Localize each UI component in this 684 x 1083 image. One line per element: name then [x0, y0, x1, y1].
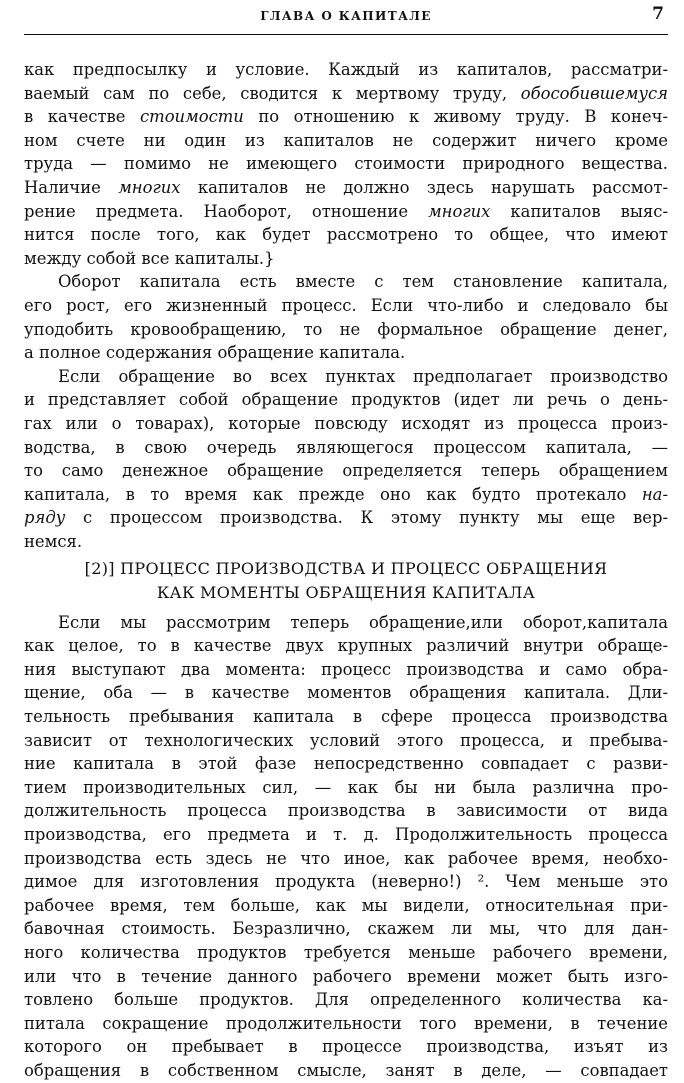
italic-word: многих — [428, 201, 491, 221]
page-number: 7 — [652, 4, 664, 24]
text-line: немся. — [24, 531, 83, 551]
text-line: бавочная стоимость. Безразлично, скажем ли мы, что для дан- — [24, 919, 668, 939]
italic-word: обособившемуся — [520, 83, 668, 103]
text-line: Если мы рассмотрим теперь обращение,или оборот,капитала — [58, 612, 668, 632]
text-line: тельность пребывания капитала в сфере процесса производства — [24, 707, 668, 727]
text-line: обращения в собственном смысле, занят в деле, — совпадает — [24, 1060, 668, 1080]
text-line: между собой все капиталы.} — [24, 248, 275, 268]
text-line: тием производительных сил, — как бы ни была различна про- — [24, 777, 668, 797]
running-head — [24, 0, 668, 35]
text-line: а полное содержания обращение капитала. — [24, 343, 406, 363]
text-line: как предпосылку и условие. Каждый из капиталов, рассматри- — [24, 60, 668, 79]
text-line: которого он пребывает в процессе производства, изъят из — [24, 1037, 668, 1057]
text-line: капитала, в то время как прежде оно как будто протекало на- — [24, 484, 668, 504]
italic-word: стоимости — [139, 107, 244, 127]
text-line: товлено больше продуктов. Для определенного количества ка- — [24, 990, 668, 1010]
text-line: его рост, его жизненный процесс. Если что-либо и следовало бы — [24, 295, 668, 315]
text-line: ного количества продуктов требуется меньше рабочего времени, — [24, 942, 668, 962]
text-line: димое для изготовления продукта (неверно!) ². Чем меньше это — [24, 872, 668, 892]
text-line: производства, его предмета и т. д. Продолжительность процесса — [24, 825, 668, 844]
italic-word: ряду — [24, 508, 66, 528]
text-line: питала сокращение продолжительности того времени, в течение — [24, 1013, 668, 1033]
running-title: ГЛАВА О КАПИТАЛЕ — [260, 9, 432, 23]
paragraph-3 — [24, 365, 668, 554]
text-line: то само денежное обращение определяется теперь обращением — [24, 461, 668, 481]
heading-line: КАК МОМЕНТЫ ОБРАЩЕНИЯ КАПИТАЛА — [156, 583, 536, 603]
text-line: или что в течение данного рабочего времени может быть изго- — [24, 966, 668, 986]
text-line: как целое, то в качестве двух крупных различий внутри обраще- — [24, 636, 668, 656]
text-line: в качестве стоимости по отношению к живому труду. В конеч- — [24, 107, 668, 127]
text-line: ряду с процессом производства. К этому пункту мы еще вер- — [24, 508, 668, 528]
text-line: ния выступают два момента: процесс производства и само обра- — [24, 659, 668, 679]
text-line: рабочее время, тем больше, как мы видели, относительная при- — [24, 895, 668, 915]
text-line: ваемый сам по себе, сводится к мертвому труду, обособившемуся — [24, 83, 668, 103]
heading-line: [2)] ПРОЦЕСС ПРОИЗВОДСТВА И ПРОЦЕСС ОБРАЩЕНИЯ — [84, 559, 608, 579]
section-heading — [24, 557, 668, 604]
text-line: и представляет собой обращение продуктов (идет ли речь о день- — [24, 390, 668, 410]
italic-word: многих — [118, 177, 181, 197]
text-line: зависит от технологических условий этого процесса, и пребыва- — [24, 730, 668, 750]
text-line: рение предмета. Наоборот, отношение многих капиталов выяс- — [24, 201, 668, 221]
paragraph-2 — [24, 270, 668, 364]
paragraph-1 — [24, 58, 668, 270]
text-line: нится после того, как будет рассмотрено то общее, что имеют — [24, 225, 668, 245]
text-line: труда — помимо не имеющего стоимости природного вещества. — [24, 154, 668, 174]
text-line: гах или о товарах), которые повсюду исходят из процесса произ- — [24, 413, 668, 433]
text-line: щение, оба — в качестве моментов обращения капитала. Дли- — [24, 683, 668, 703]
text-line: производства есть здесь не что иное, как рабочее время, необхо- — [24, 848, 668, 868]
italic-word: на- — [641, 484, 668, 504]
text-line: Оборот капитала есть вместе с тем становление капитала, — [58, 272, 668, 292]
text-line: водства, в свою очередь являющегося процессом капитала, — — [24, 437, 668, 457]
text-line: ном счете ни один из капиталов не содержит ничего кроме — [24, 130, 668, 150]
text-line: ние капитала в этой фазе непосредственно совпадает с разви- — [24, 754, 668, 774]
text-line: должительность процесса производства в зависимости от вида — [24, 801, 668, 821]
body-text — [24, 58, 668, 1083]
text-line: Если обращение во всех пунктах предполагает производство — [58, 366, 668, 386]
text-line: уподобить кровообращению, то не формальное обращение денег, — [24, 319, 668, 339]
text-line: Наличие многих капиталов не должно здесь нарушать рассмот- — [24, 177, 668, 197]
paragraph-4 — [24, 611, 668, 1083]
